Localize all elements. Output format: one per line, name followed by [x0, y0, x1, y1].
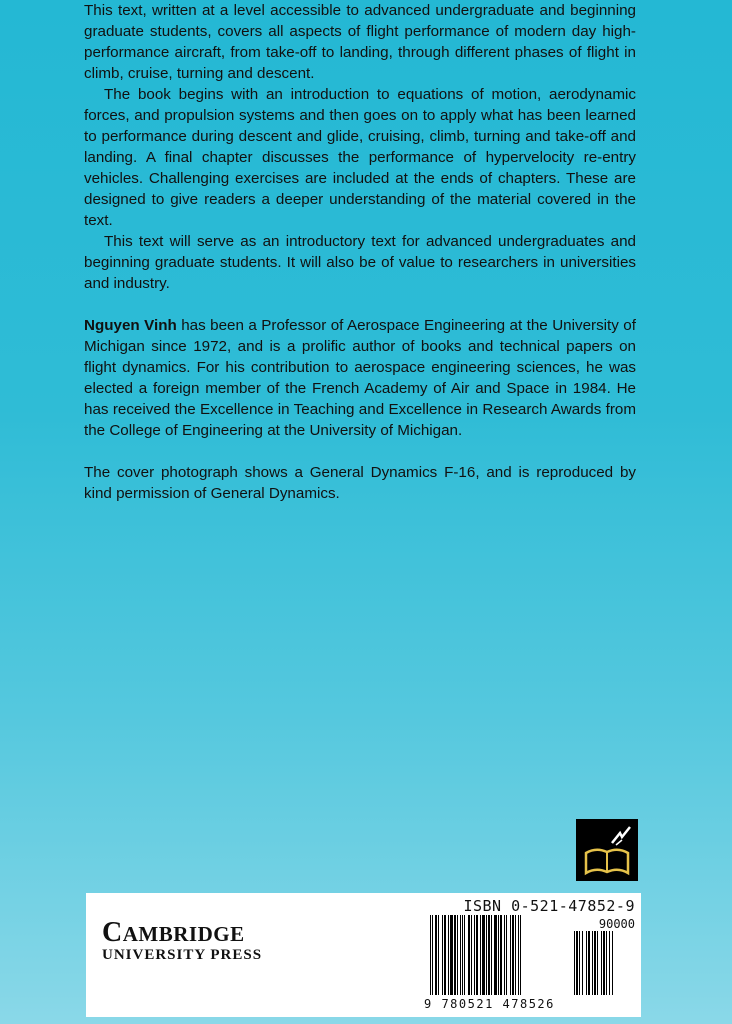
- back-cover-blurb: [84, 0, 636, 504]
- barcode-panel: [86, 893, 641, 1017]
- price-barcode: [574, 931, 613, 995]
- publisher-logo: [576, 819, 638, 881]
- author-bio: [84, 315, 636, 441]
- blurb-paragraph-2: The book begins with an introduction to equations of motion, aerodynamic forces, and propulsion systems and then goes on to apply what has been learned to performance during descent and glide, cruising, climb, turning and take-off and landing. A final chapter discusses the performance of hypervelocity re-entry vehicles. Challenging exercises are included at the ends of chapters. These are designed to give readers a deeper understanding of the material covered in the text.: [84, 86, 636, 229]
- ean-digits: 9 780521 478526: [424, 997, 555, 1011]
- blurb-paragraph-3: This text will serve as an introductory text for advanced undergraduates and beginning graduate students. It will also be of value to researchers in universities and industry.: [84, 233, 636, 292]
- isbn-label: ISBN 0-521-47852-9: [463, 897, 635, 915]
- ean-barcode: [430, 915, 521, 995]
- publisher-press: UNIVERSITY PRESS: [102, 947, 263, 963]
- barcode-bar: [612, 931, 613, 995]
- cover-photo-note: The cover photograph shows a General Dynamics F-16, and is reproduced by kind permission of General Dynamics.: [84, 464, 636, 502]
- price-code: 90000: [598, 917, 635, 931]
- blurb-paragraph-1: This text, written at a level accessible to advanced undergraduate and beginning graduate students, covers all aspects of flight performance of modern day high-performance aircraft, from take-off to landing, through different phases of flight in climb, cruise, turning and descent.: [84, 2, 636, 82]
- publisher-name: CAMBRIDGE: [102, 917, 245, 948]
- open-book-logo-icon: [576, 819, 638, 881]
- author-bio-text: has been a Professor of Aerospace Engineering at the University of Michigan since 1972, and is a prolific author of books and technical papers on flight dynamics. For his contribution to aerospace engineering sciences, he was elected a foreign member of the French Academy of Air and Space in 1984. He has received the Excellence in Teaching and Excellence in Research Awards from the College of Engineering at the University of Michigan.: [84, 317, 636, 439]
- barcode-bar: [520, 915, 521, 995]
- author-name: Nguyen Vinh: [84, 317, 177, 334]
